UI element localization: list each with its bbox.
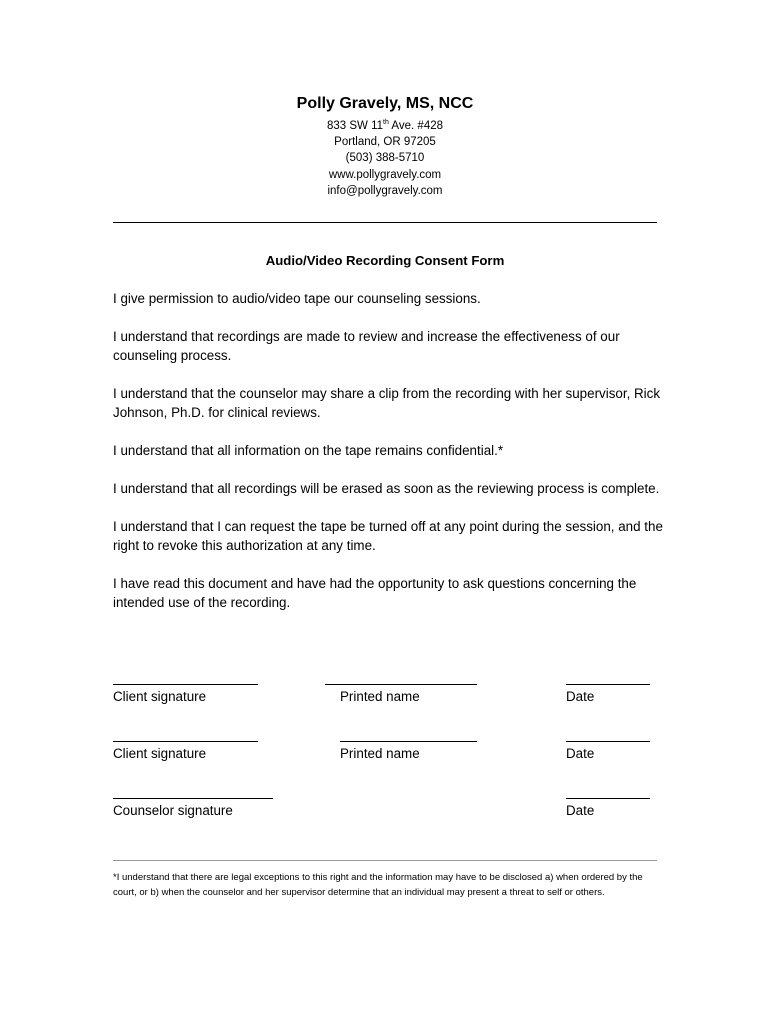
letterhead	[0, 94, 770, 199]
client-signature-label: Client signature	[113, 689, 207, 704]
date-line-2[interactable]	[566, 741, 650, 742]
phone-number: (503) 388-5710	[345, 152, 425, 165]
website: www.pollygravely.com	[328, 168, 442, 181]
date-label: Date	[566, 803, 595, 818]
consent-statement: I have read this document and have had the opportunity to ask questions concerning the intended use of the recording.	[113, 576, 637, 610]
date-line-1[interactable]	[566, 684, 650, 685]
practitioner-name: Polly Gravely, MS, NCC	[296, 95, 474, 112]
consent-statement: I give permission to audio/video tape our counseling sessions.	[113, 291, 481, 306]
consent-statement: I understand that I can request the tape be turned off at any point during the session, and the right to revoke this authorization at any time.	[113, 519, 663, 553]
printed-name-line-2[interactable]	[340, 741, 477, 742]
client-signature-label: Client signature	[113, 746, 207, 761]
form-title: Audio/Video Recording Consent Form	[265, 253, 505, 268]
counselor-signature-line[interactable]	[113, 798, 273, 799]
consent-statements	[113, 289, 665, 631]
date-label: Date	[566, 689, 595, 704]
printed-name-label: Printed name	[340, 746, 420, 761]
footnote-divider	[113, 860, 657, 861]
footnote: *I understand that there are legal exceptions to this right and the information may have to be disclosed a) when ordered by the court, or b) when the counselor and her supervisor determine that an individual may present a threat to self or others.	[113, 872, 643, 898]
consent-statement: I understand that all recordings will be erased as soon as the reviewing process is complete.	[113, 481, 660, 496]
date-line-3[interactable]	[566, 798, 650, 799]
client-signature-line-1[interactable]	[113, 684, 258, 685]
date-label: Date	[566, 746, 595, 761]
email-address: info@pollygravely.com	[327, 184, 443, 197]
consent-statement: I understand that all information on the tape remains confidential.*	[113, 443, 504, 458]
printed-name-label: Printed name	[340, 689, 420, 704]
consent-statement: I understand that the counselor may share a clip from the recording with her supervisor, Rick Johnson, Ph.D. for clinical reviews.	[113, 386, 661, 420]
street-address-suffix: Ave. #428	[388, 120, 444, 132]
client-signature-line-2[interactable]	[113, 741, 258, 742]
header-divider	[113, 222, 657, 223]
printed-name-line-1[interactable]	[325, 684, 477, 685]
street-address-main: 833 SW 11	[326, 120, 384, 132]
consent-statement: I understand that recordings are made to review and increase the effectiveness of our counseling process.	[113, 329, 620, 363]
city-state-zip: Portland, OR 97205	[334, 136, 436, 149]
street-address	[0, 118, 770, 134]
counselor-signature-label: Counselor signature	[113, 803, 233, 818]
street-address-ordinal: th	[383, 119, 389, 127]
